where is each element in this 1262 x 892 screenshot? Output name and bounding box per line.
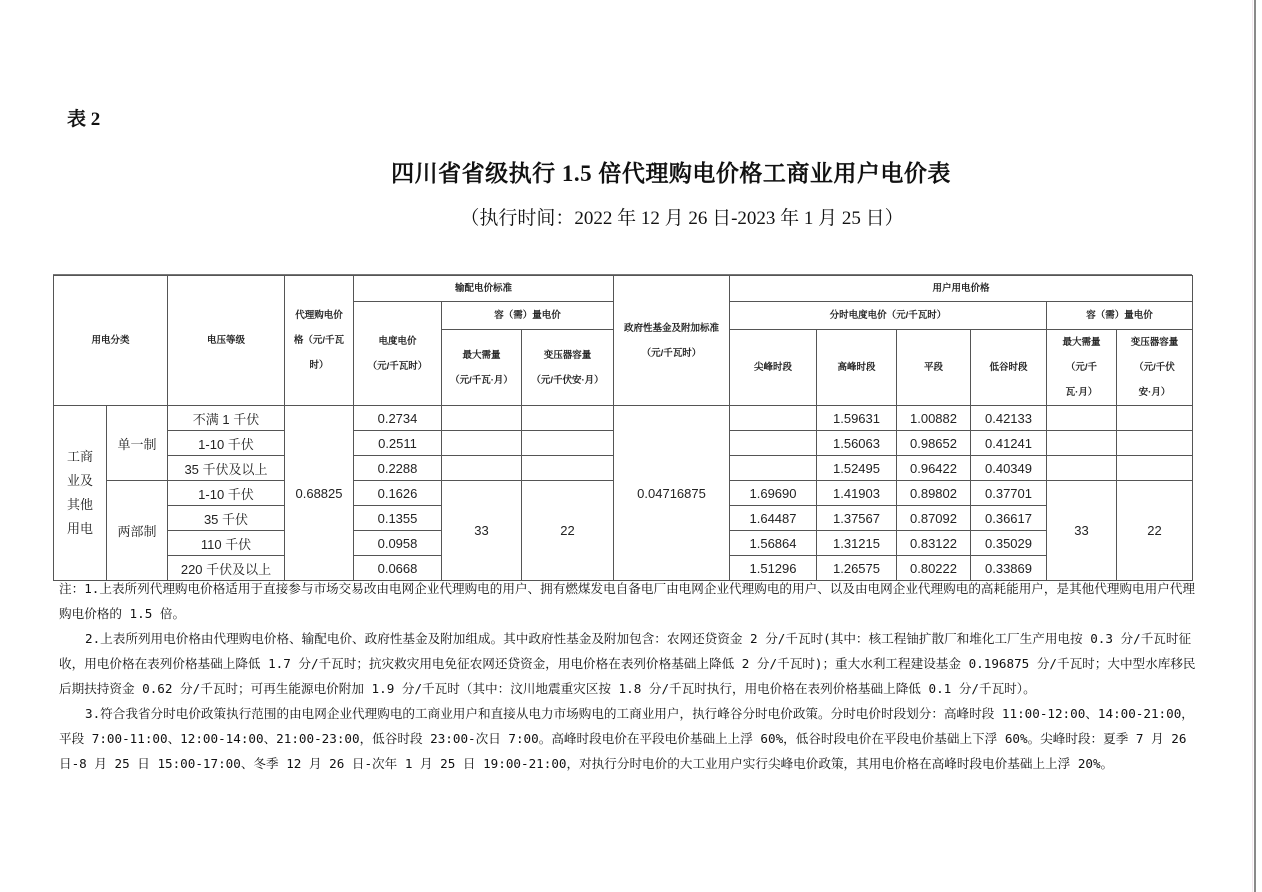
header-gov-fund-line2: （元/千瓦时） — [641, 347, 702, 359]
voltage-cell: 不满 1 千伏 — [168, 406, 285, 431]
peak-cell: 1.31215 — [817, 531, 897, 556]
header-max-demand-line1: 最大需量 — [462, 349, 501, 361]
header-energy-price — [354, 302, 442, 406]
header-proxy-price-line1: 代理购电价 — [295, 310, 343, 321]
transformer-cell — [522, 406, 614, 431]
document-subtitle: （执行时间：2022 年 12 月 26 日-2023 年 1 月 25 日） — [460, 208, 904, 229]
header-user-transformer — [1117, 330, 1193, 406]
transformer-cell — [522, 431, 614, 456]
valley-cell: 0.40349 — [971, 456, 1047, 481]
flat-cell: 0.80222 — [897, 556, 971, 581]
header-gov-fund-line1: 政府性基金及附加标准 — [623, 322, 719, 334]
voltage-cell: 35 千伏及以上 — [168, 456, 285, 481]
voltage-cell: 110 千伏 — [168, 531, 285, 556]
peak-cell: 1.59631 — [817, 406, 897, 431]
proxy-price-cell: 0.68825 — [285, 406, 354, 581]
user-max-demand-cell — [1047, 431, 1117, 456]
peak-cell: 1.52495 — [817, 456, 897, 481]
voltage-cell: 1-10 千伏 — [168, 431, 285, 456]
user-max-demand-cell: 33 — [1047, 481, 1117, 581]
document-title: 四川省省级执行 1.5 倍代理购电价格工商业用户电价表 — [391, 161, 951, 186]
header-valley: 低谷时段 — [971, 330, 1047, 406]
energy-price-cell: 0.2511 — [354, 431, 442, 456]
header-user-capacity-group: 容（需）量电价 — [1047, 302, 1193, 330]
flat-cell: 0.83122 — [897, 531, 971, 556]
valley-cell: 0.37701 — [971, 481, 1047, 506]
voltage-cell: 35 千伏 — [168, 506, 285, 531]
header-energy-price-line1: 电度电价 — [378, 335, 417, 347]
header-user-price-group: 用户用电价格 — [730, 276, 1193, 302]
page-edge — [1254, 0, 1256, 892]
valley-cell: 0.41241 — [971, 431, 1047, 456]
header-transformer — [522, 330, 614, 406]
header-energy-price-line2: （元/千瓦时） — [367, 360, 428, 372]
price-table — [53, 275, 1193, 581]
page-edge-shadow — [1252, 0, 1253, 892]
gov-fund-cell: 0.04716875 — [614, 406, 730, 581]
header-user-max-demand-line3: 瓦·月） — [1065, 387, 1098, 398]
header-user-transformer-line1: 变压器容量 — [1130, 337, 1179, 348]
header-proxy-price-line2: 格（元/千瓦 — [293, 335, 345, 346]
sharp-peak-cell: 1.69690 — [730, 481, 817, 506]
header-transformer-line2: （元/千伏安·月） — [531, 374, 604, 386]
transformer-cell — [522, 456, 614, 481]
note-1: 注：1.上表所列代理购电价格适用于直接参与市场交易改由电网企业代理购电的用户、拥有燃煤发电自备电厂由电网企业代理购电的用户、以及由电网企业代理购电的高耗能用户，是其他代理购电用户代理购电价格的 1.5 倍。 — [59, 581, 1196, 621]
user-max-demand-cell — [1047, 406, 1117, 431]
category-line: 其他 — [66, 497, 93, 512]
category-line: 业及 — [66, 473, 93, 488]
max-demand-cell: 33 — [442, 481, 522, 581]
single-system-cell: 单一制 — [107, 406, 168, 481]
energy-price-cell: 0.2288 — [354, 456, 442, 481]
sharp-peak-cell — [730, 456, 817, 481]
sharp-peak-cell: 1.56864 — [730, 531, 817, 556]
user-transformer-cell — [1117, 431, 1193, 456]
header-user-max-demand-line1: 最大需量 — [1062, 337, 1101, 348]
header-gov-fund — [614, 276, 730, 406]
header-flat: 平段 — [897, 330, 971, 406]
peak-cell: 1.26575 — [817, 556, 897, 581]
header-category: 用电分类 — [54, 276, 168, 406]
energy-price-cell: 0.1626 — [354, 481, 442, 506]
flat-cell: 0.89802 — [897, 481, 971, 506]
sharp-peak-cell: 1.64487 — [730, 506, 817, 531]
sharp-peak-cell — [730, 431, 817, 456]
energy-price-cell: 0.1355 — [354, 506, 442, 531]
user-transformer-cell: 22 — [1117, 481, 1193, 581]
energy-price-cell: 0.0958 — [354, 531, 442, 556]
transformer-cell: 22 — [522, 481, 614, 581]
header-voltage: 电压等级 — [168, 276, 285, 406]
header-proxy-price — [285, 276, 354, 406]
valley-cell: 0.36617 — [971, 506, 1047, 531]
note-2: 2.上表所列用电价格由代理购电价格、输配电价、政府性基金及附加组成。其中政府性基金及附加包含：农网还贷资金 2 分/千瓦时(其中：核工程铀扩散厂和堆化工厂生产用电按 0.3 分/千瓦时征收，用电价格在表列价格基础上降低 1.7 分/千瓦时；抗灾救灾用电免征农网还贷资金，用电价格在表列价格基础上降低 2 分/千瓦时)；重大水利工程建设基金 0.196875 分/千瓦时；大中型水库移民后期扶持资金 0.62 分/千瓦时；可再生能源电价附加 1.9 分/千瓦时（其中：汶川地震重灾区按 1.8 分/千瓦时执行，用电价格在表列价格基础上降低 0.1 分/千瓦时）。 — [59, 631, 1196, 696]
note-3: 3.符合我省分时电价政策执行范围的由电网企业代理购电的工商业用户和直接从电力市场购电的工商业用户，执行峰谷分时电价政策。分时电价时段划分：高峰时段 11:00-12:00、14:00-21:00，平段 7:00-11:00、12:00-14:00、21:00-23:00，低谷时段 23:00-次日 7:00。高峰时段电价在平段电价基础上上浮 60%，低谷时段电价在平段电价基础上下浮 60%。尖峰时段：夏季 7 月 26 日-8 月 25 日 15:00-17:00、冬季 12 月 26 日-次年 1 月 25 日 19:00-21:00，对执行分时电价的大工业用户实行尖峰电价政策，其用电价格在高峰时段电价基础上上浮 20%。 — [59, 706, 1194, 771]
header-proxy-price-line3: 时） — [309, 360, 329, 371]
table-row — [54, 406, 1193, 431]
header-user-max-demand-line2: （元/千 — [1065, 362, 1098, 373]
max-demand-cell — [442, 456, 522, 481]
header-transformer-line1: 变压器容量 — [543, 349, 592, 361]
valley-cell: 0.42133 — [971, 406, 1047, 431]
user-transformer-cell — [1117, 406, 1193, 431]
user-transformer-cell — [1117, 456, 1193, 481]
flat-cell: 1.00882 — [897, 406, 971, 431]
voltage-cell: 220 千伏及以上 — [168, 556, 285, 581]
header-user-transformer-line2: （元/千伏 — [1134, 362, 1175, 373]
peak-cell: 1.37567 — [817, 506, 897, 531]
header-transmission-group: 输配电价标准 — [354, 276, 614, 302]
header-tou-group: 分时电度电价（元/千瓦时） — [730, 302, 1047, 330]
header-capacity-group: 容（需）量电价 — [442, 302, 614, 330]
header-max-demand-line2: （元/千瓦·月） — [450, 374, 513, 386]
header-peak: 高峰时段 — [817, 330, 897, 406]
category-line: 工商 — [66, 449, 93, 464]
flat-cell: 0.87092 — [897, 506, 971, 531]
peak-cell: 1.41903 — [817, 481, 897, 506]
flat-cell: 0.98652 — [897, 431, 971, 456]
sharp-peak-cell: 1.51296 — [730, 556, 817, 581]
energy-price-cell: 0.0668 — [354, 556, 442, 581]
flat-cell: 0.96422 — [897, 456, 971, 481]
category-line: 用电 — [66, 521, 93, 536]
user-max-demand-cell — [1047, 456, 1117, 481]
header-sharp-peak: 尖峰时段 — [730, 330, 817, 406]
valley-cell: 0.33869 — [971, 556, 1047, 581]
header-user-max-demand — [1047, 330, 1117, 406]
valley-cell: 0.35029 — [971, 531, 1047, 556]
voltage-cell: 1-10 千伏 — [168, 481, 285, 506]
category-cell — [54, 406, 107, 581]
peak-cell: 1.56063 — [817, 431, 897, 456]
header-user-transformer-line3: 安·月） — [1138, 387, 1171, 398]
sharp-peak-cell — [730, 406, 817, 431]
two-part-system-cell: 两部制 — [107, 481, 168, 581]
header-max-demand — [442, 330, 522, 406]
notes-section — [59, 576, 1199, 776]
max-demand-cell — [442, 431, 522, 456]
energy-price-cell: 0.2734 — [354, 406, 442, 431]
max-demand-cell — [442, 406, 522, 431]
table-label: 表 2 — [67, 109, 101, 130]
